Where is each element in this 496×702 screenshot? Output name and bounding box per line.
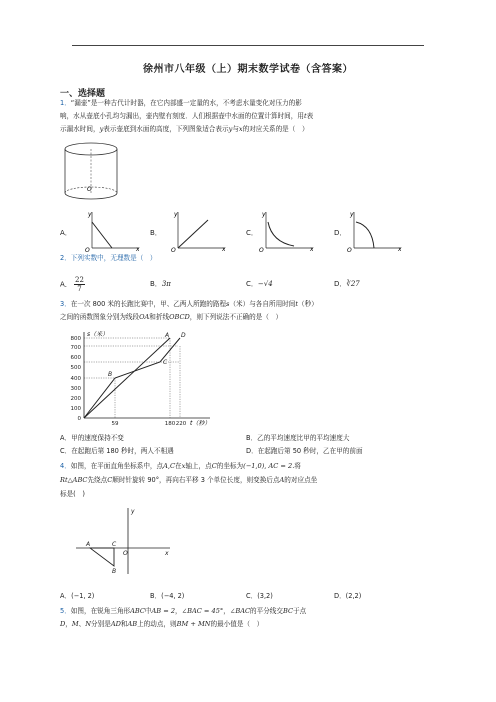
q1-number: 1．: [60, 99, 71, 107]
q4-option-a: A．(−1, 2): [60, 592, 95, 600]
point-a-label: A: [165, 332, 170, 339]
y-axis-label: y: [174, 211, 178, 218]
q3-option-b: B．乙的平均速度比甲的平均速度大: [246, 434, 350, 442]
t-axis-label: t（秒）: [190, 420, 211, 427]
x-axis-label: x: [310, 246, 314, 252]
q1-line1: 1．“漏壶”是一种古代计时器，在它内部盛一定量的水，不考虑水量变化对压力的影: [60, 99, 302, 107]
y-tick: 100: [70, 406, 81, 412]
q1-option-d-label: D．: [334, 229, 347, 237]
q4-coordinate-figure: [74, 504, 174, 576]
y-axis-label: y: [262, 211, 266, 218]
q1-graph-b: [170, 208, 228, 252]
q4-line2: Rt△ABC先绕点C顺时针旋转 90°，再向右平移 3 个单位长度，则变换后点A的对应点坐: [60, 476, 318, 484]
origin-label: O: [171, 247, 176, 252]
origin-label: O: [85, 247, 90, 252]
q4-option-b: B．(−4, 2): [150, 592, 185, 600]
header-rule: [72, 45, 424, 46]
point-c-label: C: [112, 541, 117, 548]
q1-line3: 示漏水时间，y表示壶底到水面的高度，下列图象适合表示y与x的对应关系的是（ ）: [60, 125, 309, 133]
q5-line2: D，M、N分别是AD和AB上的动点，则BM + MN的最小值是（ ）: [60, 620, 264, 628]
y-tick: 300: [70, 386, 81, 392]
q2-option-a: A． $\frac{22}{7}$: [60, 276, 84, 293]
q2-option-b: B．3π: [150, 280, 171, 288]
y-tick: 500: [70, 365, 81, 371]
q1-graph-d: [346, 208, 404, 252]
q3-option-c: C．在起跑后第 180 秒时，两人不相遇: [60, 447, 174, 455]
x-tick: 59: [111, 421, 119, 427]
q1-option-b-label: B．: [150, 229, 162, 237]
fraction: $\frac{22}{7}$: [75, 276, 84, 293]
point-b-label: B: [108, 371, 113, 378]
x-tick: 180: [164, 421, 176, 427]
origin-label: O: [259, 247, 264, 252]
x-axis-label: x: [222, 246, 226, 252]
origin-label: O: [347, 247, 352, 252]
q2-option-d: D．∛27: [334, 280, 360, 288]
point-c-label: C: [163, 359, 168, 366]
cylinder-center-label: O: [87, 186, 92, 193]
x-axis-label: x: [165, 550, 169, 557]
q4-line1: 4．如图，在平面直角坐标系中，点A,C在x轴上，点C的坐标为(−1,0), AC = 2.将: [60, 462, 301, 470]
q5-line1: 5．如图，在锐角三角形ABC中AB = 2，∠BAC = 45°，∠BAC的平分线交BC于点: [60, 607, 307, 615]
point-b-label: B: [112, 568, 117, 575]
origin-label: O: [123, 550, 128, 557]
q4-option-d: D．(2,2): [334, 592, 362, 600]
q3-option-a: A．甲的速度保持不变: [60, 434, 124, 442]
point-a-label: A: [86, 541, 91, 548]
y-axis-label: y: [350, 211, 354, 218]
q2-stem: 2．下列实数中，无理数是（ ）: [60, 254, 157, 262]
q3-line2: 之间的函数图象分别为线段OA和折线OBCD，则下列说法不正确的是（ ）: [60, 313, 283, 321]
x-tick: 220: [175, 421, 187, 427]
y-axis-label: y: [131, 508, 135, 515]
q2-option-c: C．−√4: [246, 280, 273, 288]
q1-graph-c: [258, 208, 316, 252]
y-tick: 400: [70, 376, 81, 382]
q1-option-c-label: C．: [246, 229, 258, 237]
q4-option-c: C．(3,2): [246, 592, 273, 600]
y-axis-label: y: [88, 211, 92, 218]
y-tick: 600: [70, 355, 81, 361]
y-tick: 0: [77, 416, 81, 422]
q3-line1: 3．在一次 800 米的长跑比赛中，甲、乙两人所跑的路程s（米）与各自所用时间t（秒）: [60, 300, 318, 308]
y-tick: 200: [70, 396, 81, 402]
water-clock-figure: [62, 140, 122, 204]
x-axis-label: x: [398, 246, 402, 252]
q4-line3: 标是( ): [60, 490, 85, 498]
y-tick: 800: [70, 336, 81, 342]
q1-line2: 响，水从壶底小孔均匀漏出，壶内壁有刻度．人们根据壶中水面的位置计算时间，用t表: [60, 112, 314, 120]
x-axis-label: x: [136, 246, 140, 252]
q1-graph-a: [84, 208, 142, 252]
s-axis-label: s（米）: [87, 331, 109, 338]
y-tick: 700: [70, 345, 81, 351]
q3-race-graph: [60, 328, 220, 428]
q1-option-a-label: A．: [60, 229, 72, 237]
section-title: 一、选择题: [60, 89, 106, 99]
q3-option-d: D．在起跑后第 50 秒时，乙在甲的前面: [246, 447, 363, 455]
page-title: 徐州市八年级（上）期末数学试卷（含答案）: [143, 64, 353, 75]
point-d-label: D: [181, 332, 186, 339]
